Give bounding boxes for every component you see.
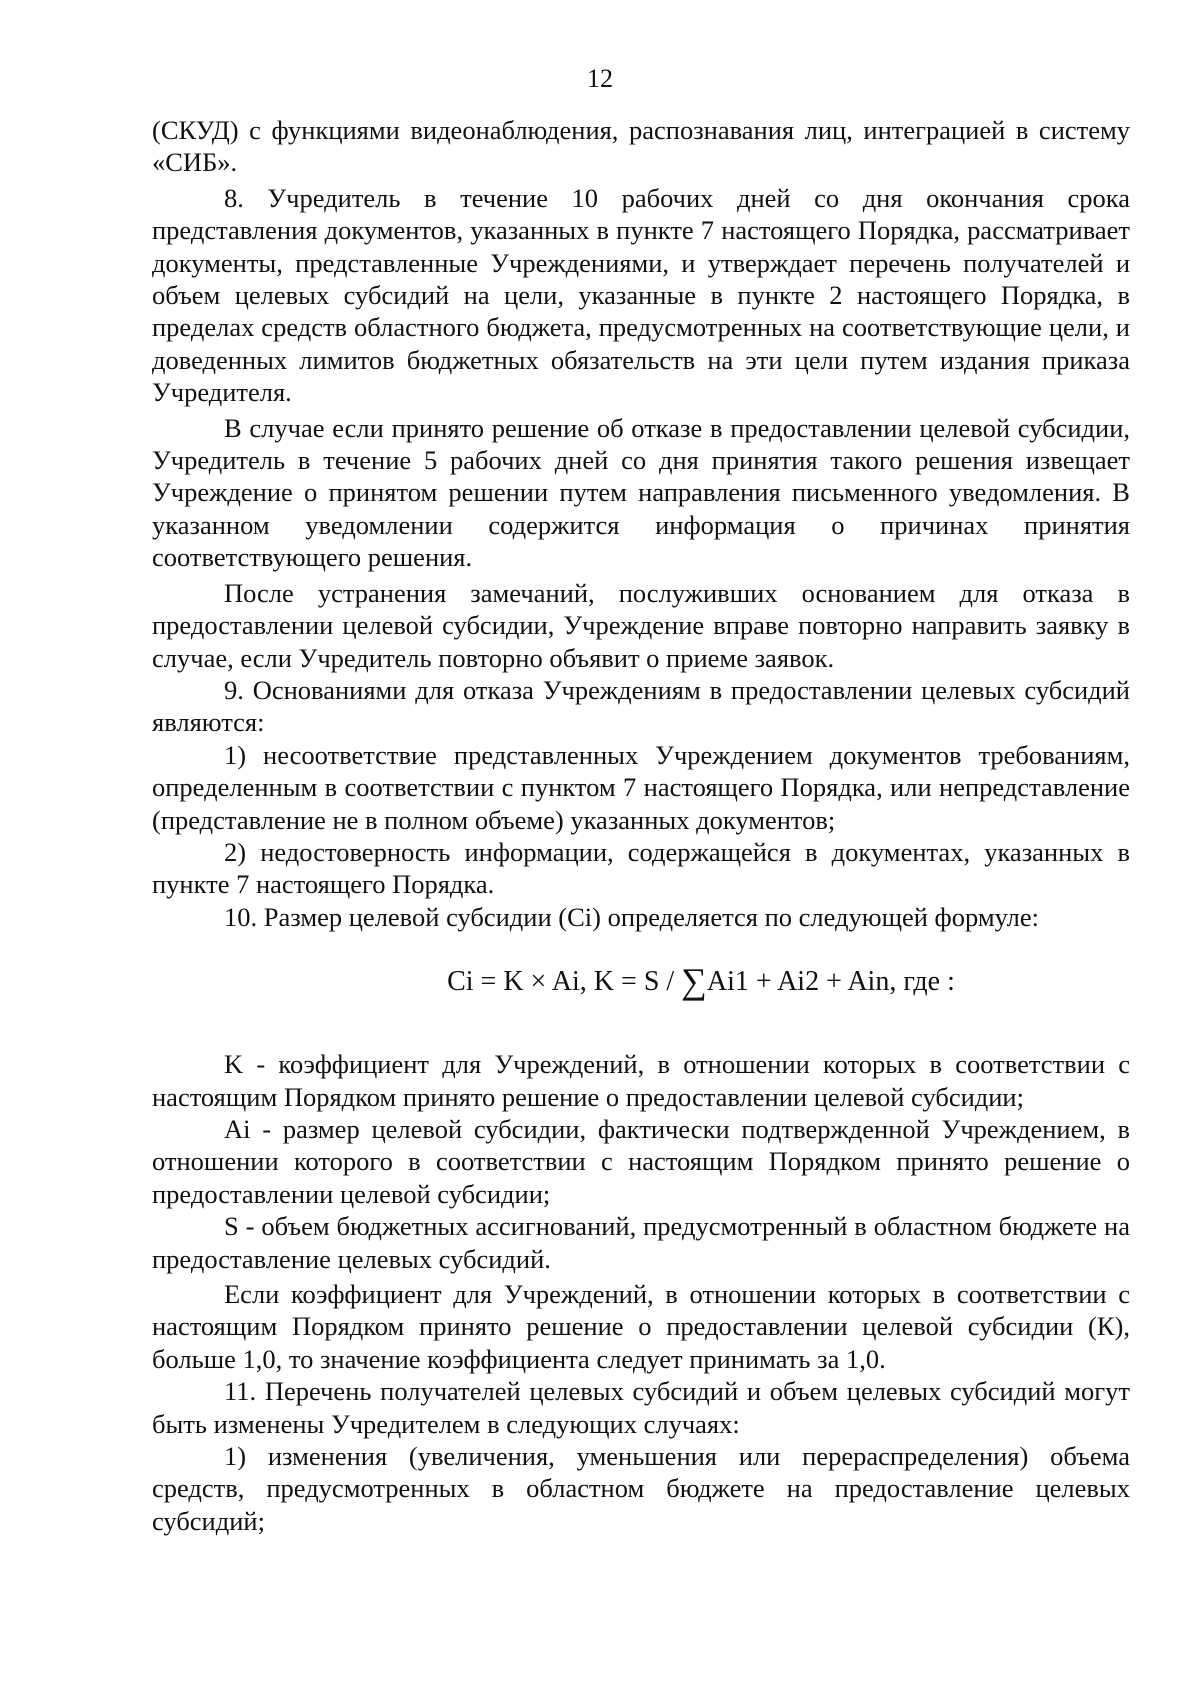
paragraph-resubmission: После устранения замечаний, послуживших основанием для отказа в предоставлении целевой субсидии, Учреждение вправе повторно направить заявку в случае, если Учредитель повторно объявит о приеме заявок.: [152, 577, 1130, 673]
paragraph-def-k: K - коэффициент для Учреждений, в отношении которых в соответствии с настоящим Порядком принято решение о предоставлении целевой субсидии;: [152, 1049, 1130, 1112]
sum-symbol: ∑: [681, 961, 707, 1002]
page-number: 12: [587, 64, 613, 93]
paragraph-refusal-notice: В случае если принято решение об отказе в предоставлении целевой субсидии, Учредитель в течение 5 рабочих дней со дня принятия такого решения извещает Учреждение о принятом решении путем направления письменного уведомления. В указанном уведомлении содержится информация о причинах принятия соответствующего решения.: [152, 412, 1130, 573]
paragraph-item-9-2: 2) недостоверность информации, содержащейся в документах, указанных в пункте 7 настоящего Порядка.: [152, 836, 1130, 900]
paragraph-item-9-1: 1) несоответствие представленных Учреждением документов требованиям, определенным в соответствии с пунктом 7 настоящего Порядка, или непредставление (представление не в полном объеме) указанных документов;: [152, 739, 1130, 835]
paragraph-item-9: 9. Основаниями для отказа Учреждениям в предоставлении целевых субсидий являются:: [152, 674, 1130, 738]
paragraph-def-ai: Ai - размер целевой субсидии, фактически подтвержденной Учреждением, в отношении которого в соответствии с настоящим Порядком принято решение о предоставлении целевой субсидии;: [152, 1113, 1130, 1209]
paragraph-item-8: 8. Учредитель в течение 10 рабочих дней со дня окончания срока представления документов, указанных в пункте 7 настоящего Порядка, рассматривает документы, представленные Учреждениями, и утверждает перечень получателей и объем целевых субсидий на цели, указанные в пункте 2 настоящего Порядка, в пределах средств областного бюджета, предусмотренных на соответствующие цели, и доведенных лимитов бюджетных обязательств на эти цели путем издания приказа Учредителя.: [152, 182, 1130, 408]
formula-right: Ai1 + Ai2 + Ain, где :: [706, 966, 955, 998]
paragraph-skud-continuation: (СКУД) с функциями видеонаблюдения, распознавания лиц, интеграцией в систему «СИБ».: [152, 115, 1130, 178]
paragraph-def-s: S - объем бюджетных ассигнований, предусмотренный в областном бюджете на предоставление целевых субсидий.: [152, 1211, 1130, 1274]
subsidy-formula: [152, 963, 1130, 1000]
paragraph-item-10: 10. Размер целевой субсидии (Ci) определяется по следующей формуле:: [224, 901, 1040, 932]
formula-left: Ci = K × Ai, K = S /: [447, 966, 682, 998]
paragraph-coefficient-limit: Если коэффициент для Учреждений, в отношении которых в соответствии с настоящим Порядком принято решение о предоставлении целевой субсидии (К), больше 1,0, то значение коэффициента следует принимать за 1,0.: [152, 1279, 1130, 1374]
paragraph-item-11: 11. Перечень получателей целевых субсидий и объем целевых субсидий могут быть изменены Учредителем в следующих случаях:: [152, 1376, 1130, 1439]
paragraph-item-11-1: 1) изменения (увеличения, уменьшения или перераспределения) объема средств, предусмотренных в областном бюджете на предоставление целевых субсидий;: [152, 1441, 1130, 1536]
document-body: [152, 114, 1130, 1537]
